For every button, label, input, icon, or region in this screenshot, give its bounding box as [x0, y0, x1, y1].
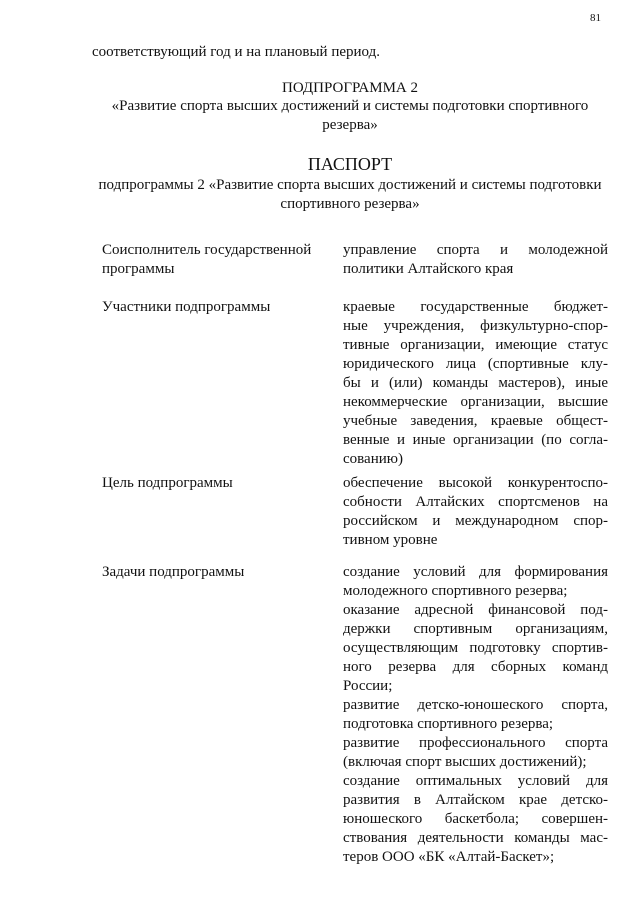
row-label: Цель подпрограммы: [102, 475, 233, 491]
row-label: Соисполнитель государственной программы: [102, 242, 312, 277]
row-value: [343, 563, 608, 867]
value-line: создание оптимальных условий для: [343, 773, 608, 789]
value-line: держки спортивным организациям,: [343, 621, 608, 637]
value-line: обеспечение высокой конкурентоспо-: [343, 475, 608, 491]
row-value: [343, 241, 608, 279]
value-line: ного резерва для сборных команд: [343, 659, 608, 675]
value-line: развитие детско-юношеского спорта,: [343, 697, 608, 713]
value-line: некоммерческие организации, высшие: [343, 394, 608, 410]
value-line: молодежного спортивного резерва;: [343, 583, 568, 599]
value-line: подготовка спортивного резерва;: [343, 716, 554, 732]
value-line: юридического лица (спортивные клу-: [343, 356, 608, 372]
value-line: развития в Алтайском крае детско-: [343, 792, 608, 808]
value-line: венные и иные организации (по согла-: [343, 432, 608, 448]
value-line: осуществляющим подготовку спортив-: [343, 640, 608, 656]
value-line: тивном уровне: [343, 532, 438, 548]
passport-heading: ПАСПОРТ: [307, 154, 393, 174]
value-line: краевые государственные бюджет-: [343, 299, 608, 315]
value-line: ные учреждения, физкультурно-спор-: [343, 318, 608, 334]
value-line: собности Алтайских спортсменов на: [343, 494, 608, 510]
value-line: создание условий для формирования: [343, 564, 608, 580]
value-line: учебные заведения, краевые общест-: [343, 413, 608, 429]
value-line: развитие профессионального спорта: [343, 735, 608, 751]
value-line: оказание адресной финансовой под-: [343, 602, 608, 618]
value-line: российском и международном спор-: [343, 513, 608, 529]
row-value: [343, 298, 608, 469]
value-line: (включая спорт высших достижений);: [343, 754, 587, 770]
intro-text: соответствующий год и на плановый период.: [92, 44, 380, 60]
row-label: Задачи подпрограммы: [102, 564, 245, 580]
row-value: [343, 474, 608, 550]
value-line: теров ООО «БК «Алтай-Баскет»;: [343, 849, 555, 865]
value-line: сованию): [343, 451, 403, 467]
value-line: тивные организации, имеющие статус: [343, 337, 608, 353]
value-line: бы и (или) команды мастеров), иные: [343, 375, 608, 391]
subprogram-title: «Развитие спорта высших достижений и системы подготовки спортивного резерва»: [111, 98, 589, 133]
value-line: юношеского баскетбола; совершен-: [343, 811, 608, 827]
value-line: ствования деятельности команды мас-: [343, 830, 608, 846]
passport-subtitle: подпрограммы 2 «Развитие спорта высших достижений и системы подготовки спортивного резерва»: [98, 177, 602, 212]
row-label: Участники подпрограммы: [102, 299, 271, 315]
subprogram-heading: ПОДПРОГРАММА 2: [281, 80, 419, 96]
value-line: управление спорта и молодежной: [343, 242, 608, 258]
value-line: политики Алтайского края: [343, 261, 514, 277]
value-line: России;: [343, 678, 393, 694]
page-number: 81: [590, 12, 601, 24]
